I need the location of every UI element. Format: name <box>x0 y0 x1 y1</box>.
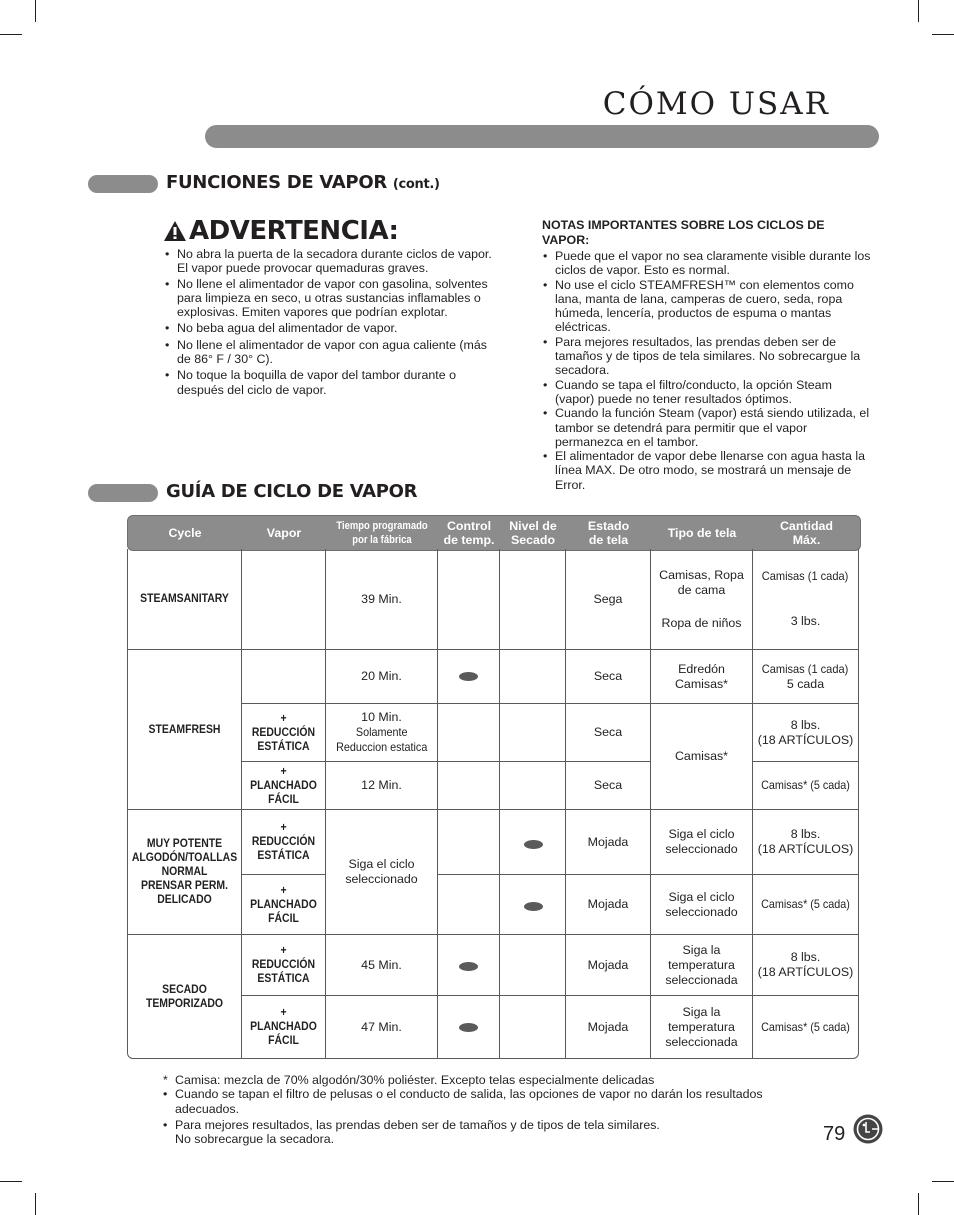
col-header-nivel-line1: Nivel de <box>509 519 557 533</box>
warning-item: • No llene el alimentador de vapor con gasolina, solventes para limpieza en seco, u otras sustancias inflamables o explosivas. Emiten vapores que podrían explotar. <box>165 277 495 320</box>
cantidad-camisas-1-cada: Camisas (1 cada) <box>762 569 849 583</box>
vapor-plus: + <box>280 764 287 778</box>
footnote <box>163 1118 823 1147</box>
notes-item: • No use el ciclo STEAMFRESH™ con elementos como lana, manta de lana, camperas de cuero, seda, ropa húmeda, lencería, productos de espuma o mantas eléctricas. <box>543 278 871 335</box>
cantidad-8-lbs: 8 lbs. <box>790 827 821 841</box>
col-header-nivel <box>500 516 566 550</box>
footnotes <box>163 1073 823 1146</box>
cantidad-cell: Camisas* (5 cada) <box>761 778 850 792</box>
notes-list <box>543 249 871 492</box>
section-heading-cont: (cont.) <box>392 177 440 192</box>
tipo-edredon: Edredón <box>678 661 725 676</box>
cantidad-18-articulos: (18 ARTÍCULOS) <box>757 842 854 856</box>
vapor-plus: + <box>280 944 287 957</box>
tipo-cell <box>651 935 752 995</box>
vapor-plus: + <box>280 821 287 834</box>
cycle-secado: SECADO <box>162 982 207 996</box>
tiempo-cell: 39 Min. <box>361 591 402 606</box>
crop-mark <box>0 1181 22 1182</box>
warning-title <box>163 216 398 246</box>
tipo-camisas: Camisas* <box>674 676 729 691</box>
notes-item: • El alimentador de vapor debe llenarse con agua hasta la línea MAX. De otro modo, se mostrará un mensaje de Error. <box>543 449 871 492</box>
col-header-cantidad-line1: Cantidad <box>779 519 833 533</box>
table-grid-line <box>241 549 242 1058</box>
col-header-control-line2: de temp. <box>443 533 495 547</box>
vapor-plus: + <box>280 883 287 897</box>
crop-mark <box>35 1193 36 1215</box>
footnote <box>163 1087 823 1116</box>
cantidad-18-articulos: (18 ARTÍCULOS) <box>757 965 854 979</box>
control-temp-indicator <box>459 672 478 681</box>
footnote-text: No sobrecargue la secadora. <box>175 1132 335 1147</box>
col-header-tiempo-line1: Tiempo programado <box>336 520 428 532</box>
notes-item: • Cuando se tapa el filtro/conducto, la opción Steam (vapor) puede no tener resultados óptimos. <box>543 378 871 407</box>
vapor-planchado: PLANCHADO <box>250 897 317 911</box>
vapor-reduccion: REDUCCIÓN <box>251 725 316 739</box>
tiempo-cell: 47 Min. <box>361 1019 402 1034</box>
cantidad-18-articulos: (18 ARTÍCULOS) <box>757 732 854 747</box>
col-header-tiempo-line2: por la fábrica <box>352 534 412 546</box>
vapor-plus: + <box>280 1006 287 1019</box>
cycle-muy-potente: MUY POTENTE <box>146 837 223 850</box>
col-header-tipo: Tipo de tela <box>667 526 737 540</box>
vapor-estatica: ESTÁTICA <box>257 739 310 753</box>
cycle-temporizado: TEMPORIZADO <box>145 996 224 1010</box>
tipo-siga-temp-2: temperatura <box>668 957 735 972</box>
vapor-reduccion: REDUCCIÓN <box>251 958 316 971</box>
cycle-delicado: DELICADO <box>157 893 212 906</box>
estado-cell: Mojada <box>587 834 629 849</box>
table-grid-line <box>499 549 500 1058</box>
footnote-mark: • <box>163 1087 168 1102</box>
tiempo-cell <box>326 810 437 934</box>
vapor-reduccion-estatica <box>246 935 321 995</box>
lg-logo-icon <box>853 1114 883 1144</box>
estado-cell: Sega <box>593 591 623 606</box>
tiempo-siga-2: seleccionado <box>345 872 418 886</box>
section-heading-text: FUNCIONES DE VAPOR <box>166 172 387 193</box>
cycle-algodon: ALGODÓN/TOALLAS <box>131 851 238 864</box>
tipo-cell <box>651 549 752 649</box>
notes-item: • Puede que el vapor no sea claramente visible durante los ciclos de vapor. Esto es normal. <box>543 249 871 278</box>
warning-item: • No toque la boquilla de vapor del tambor durante o después del ciclo de vapor. <box>165 368 495 397</box>
cycle-table <box>127 549 859 1059</box>
footnote <box>163 1073 823 1087</box>
section-heading-funciones <box>166 172 440 193</box>
cantidad-cell <box>753 549 858 649</box>
tipo-cell <box>651 650 752 703</box>
title-bar <box>205 125 879 148</box>
tipo-siga-temp-1: Siga la <box>682 1004 721 1019</box>
tiempo-reduccion: Reduccion estatica <box>335 740 428 754</box>
col-header-nivel-line2: Secado <box>510 533 556 547</box>
footnote-mark: • <box>163 1117 168 1132</box>
footnote-text: Camisa: mezcla de 70% algodón/30% poliéster. Excepto telas especialmente delicadas <box>175 1073 655 1087</box>
section-heading-guia: GUÍA DE CICLO DE VAPOR <box>166 481 418 502</box>
tipo-siga-temp-1: Siga la <box>682 942 721 957</box>
estado-cell: Mojada <box>587 957 629 972</box>
table-grid-line <box>437 549 438 1058</box>
warning-item: • No llene el alimentador de vapor con agua caliente (más de 86° F / 30° C). <box>165 338 495 367</box>
crop-mark <box>918 0 919 22</box>
tipo-cell <box>651 810 752 874</box>
cantidad-8-lbs: 8 lbs. <box>790 717 821 732</box>
col-header-tiempo <box>334 516 430 550</box>
nivel-secado-indicator <box>524 902 543 911</box>
estado-cell: Seca <box>593 669 623 683</box>
vapor-planchado-facil <box>246 996 321 1058</box>
tipo-siga-temp-3: seleccionada <box>665 1034 738 1049</box>
estado-cell: Seca <box>593 778 623 792</box>
tiempo-10: 10 Min. <box>361 710 402 724</box>
cantidad-cell <box>753 935 858 995</box>
section-pill <box>88 175 158 193</box>
cantidad-cell: Camisas* (5 cada) <box>761 897 850 911</box>
notes-item: • Cuando la función Steam (vapor) está siendo utilizada, el tambor se detendrá para permitir que el vapor permanezca en el tambor. <box>543 406 871 449</box>
notes-item: • Para mejores resultados, las prendas deben ser de tamaños y de tipos de tela similares. No sobrecargue la secadora. <box>543 335 871 378</box>
crop-mark <box>0 34 22 35</box>
vapor-estatica: ESTÁTICA <box>257 849 310 862</box>
estado-cell: Seca <box>593 725 623 739</box>
crop-mark <box>35 0 36 22</box>
vapor-estatica: ESTÁTICA <box>257 972 310 985</box>
col-header-control <box>438 516 500 550</box>
section-pill <box>88 484 158 502</box>
tipo-cell <box>651 875 752 934</box>
cycle-steamfresh: STEAMFRESH <box>148 722 221 736</box>
tipo-siga-ciclo-1: Siga el ciclo <box>668 889 735 904</box>
footnote-mark: * <box>163 1073 168 1087</box>
cycle-prensar: PRENSAR PERM. <box>141 879 228 892</box>
crop-mark <box>932 34 954 35</box>
tipo-siga-ciclo-2: seleccionado <box>665 842 738 856</box>
vapor-facil: FÁCIL <box>268 911 299 925</box>
vapor-facil: FÁCIL <box>268 1034 299 1047</box>
vapor-facil: FÁCIL <box>268 792 299 806</box>
cantidad-3-lbs: 3 lbs. <box>790 614 821 628</box>
warning-item: • No abra la puerta de la secadora durante ciclos de vapor. El vapor puede provocar quemaduras graves. <box>165 247 495 276</box>
tipo-siga-ciclo-1: Siga el ciclo <box>668 827 735 841</box>
warning-item: • No beba agua del alimentador de vapor. <box>165 321 495 335</box>
col-header-control-line1: Control <box>446 519 492 533</box>
tiempo-solamente: Solamente <box>355 725 408 739</box>
cycle-steamsanitary: STEAMSANITARY <box>140 592 229 605</box>
tipo-siga-ciclo-2: seleccionado <box>665 904 738 919</box>
cantidad-8-lbs: 8 lbs. <box>790 950 821 964</box>
vapor-planchado-facil <box>246 762 321 809</box>
nivel-secado-indicator <box>524 840 543 849</box>
col-header-estado <box>566 516 651 550</box>
vapor-planchado: PLANCHADO <box>250 778 317 792</box>
vapor-plus: + <box>280 711 287 725</box>
warning-icon <box>163 220 187 242</box>
col-header-cycle: Cycle <box>168 526 202 540</box>
tipo-camisas-ropa-1: Camisas, Ropa <box>659 567 744 582</box>
tiempo-cell: 12 Min. <box>361 778 402 792</box>
cycle-group-potente <box>131 810 238 934</box>
page-title: CÓMO USAR <box>602 86 830 122</box>
col-header-cantidad <box>753 516 860 550</box>
cantidad-cell <box>753 810 858 874</box>
control-temp-indicator <box>459 962 478 971</box>
tipo-cell: Camisas* <box>674 749 729 763</box>
vapor-planchado-facil <box>246 875 321 934</box>
footnote-text: Para mejores resultados, las prendas deben ser de tamaños y de tipos de tela similares. <box>175 1117 660 1132</box>
cycle-secado-temporizado <box>134 935 236 1058</box>
col-header-cantidad-line2: Máx. <box>792 533 821 547</box>
footnote-text: Cuando se tapan el filtro de pelusas o el conducto de salida, las opciones de vapor no darán los resultados adecuados. <box>175 1087 763 1116</box>
crop-mark <box>932 1181 954 1182</box>
cantidad-5-cada: 5 cada <box>786 676 825 691</box>
estado-cell: Mojada <box>587 1019 629 1034</box>
table-header <box>127 515 861 551</box>
vapor-reduccion-estatica <box>246 810 321 874</box>
cantidad-cell <box>753 650 858 703</box>
warning-title-text: ADVERTENCIA: <box>189 216 399 246</box>
cycle-normal: NORMAL <box>161 865 208 878</box>
control-temp-indicator <box>459 1023 478 1032</box>
page-number: 79 <box>823 1123 846 1145</box>
col-header-estado-line1: Estado <box>587 519 630 533</box>
vapor-reduccion: REDUCCIÓN <box>251 835 316 848</box>
tipo-cell <box>651 996 752 1058</box>
cantidad-cell <box>753 704 858 761</box>
cantidad-cell: Camisas* (5 cada) <box>761 1019 850 1034</box>
tiempo-cell: 45 Min. <box>361 957 402 972</box>
vapor-planchado: PLANCHADO <box>250 1020 317 1033</box>
notes-title: NOTAS IMPORTANTES SOBRE LOS CICLOS DE VAPOR: <box>542 218 825 247</box>
estado-cell: Mojada <box>587 897 629 911</box>
tipo-camisas-ropa-2: de cama <box>677 582 726 597</box>
vapor-reduccion-estatica <box>246 704 321 761</box>
col-header-vapor: Vapor <box>266 526 302 540</box>
tipo-siga-temp-3: seleccionada <box>665 972 738 987</box>
cantidad-camisas-1-cada: Camisas (1 cada) <box>762 661 849 676</box>
crop-mark <box>918 1193 919 1215</box>
col-header-estado-line2: de tela <box>588 533 629 547</box>
tiempo-cell <box>326 704 437 761</box>
tiempo-siga-1: Siga el ciclo <box>348 857 415 871</box>
warning-list <box>165 247 495 397</box>
tipo-siga-temp-2: temperatura <box>668 1019 735 1034</box>
tipo-ropa-ninos: Ropa de niños <box>661 615 742 630</box>
tiempo-cell: 20 Min. <box>361 669 402 683</box>
